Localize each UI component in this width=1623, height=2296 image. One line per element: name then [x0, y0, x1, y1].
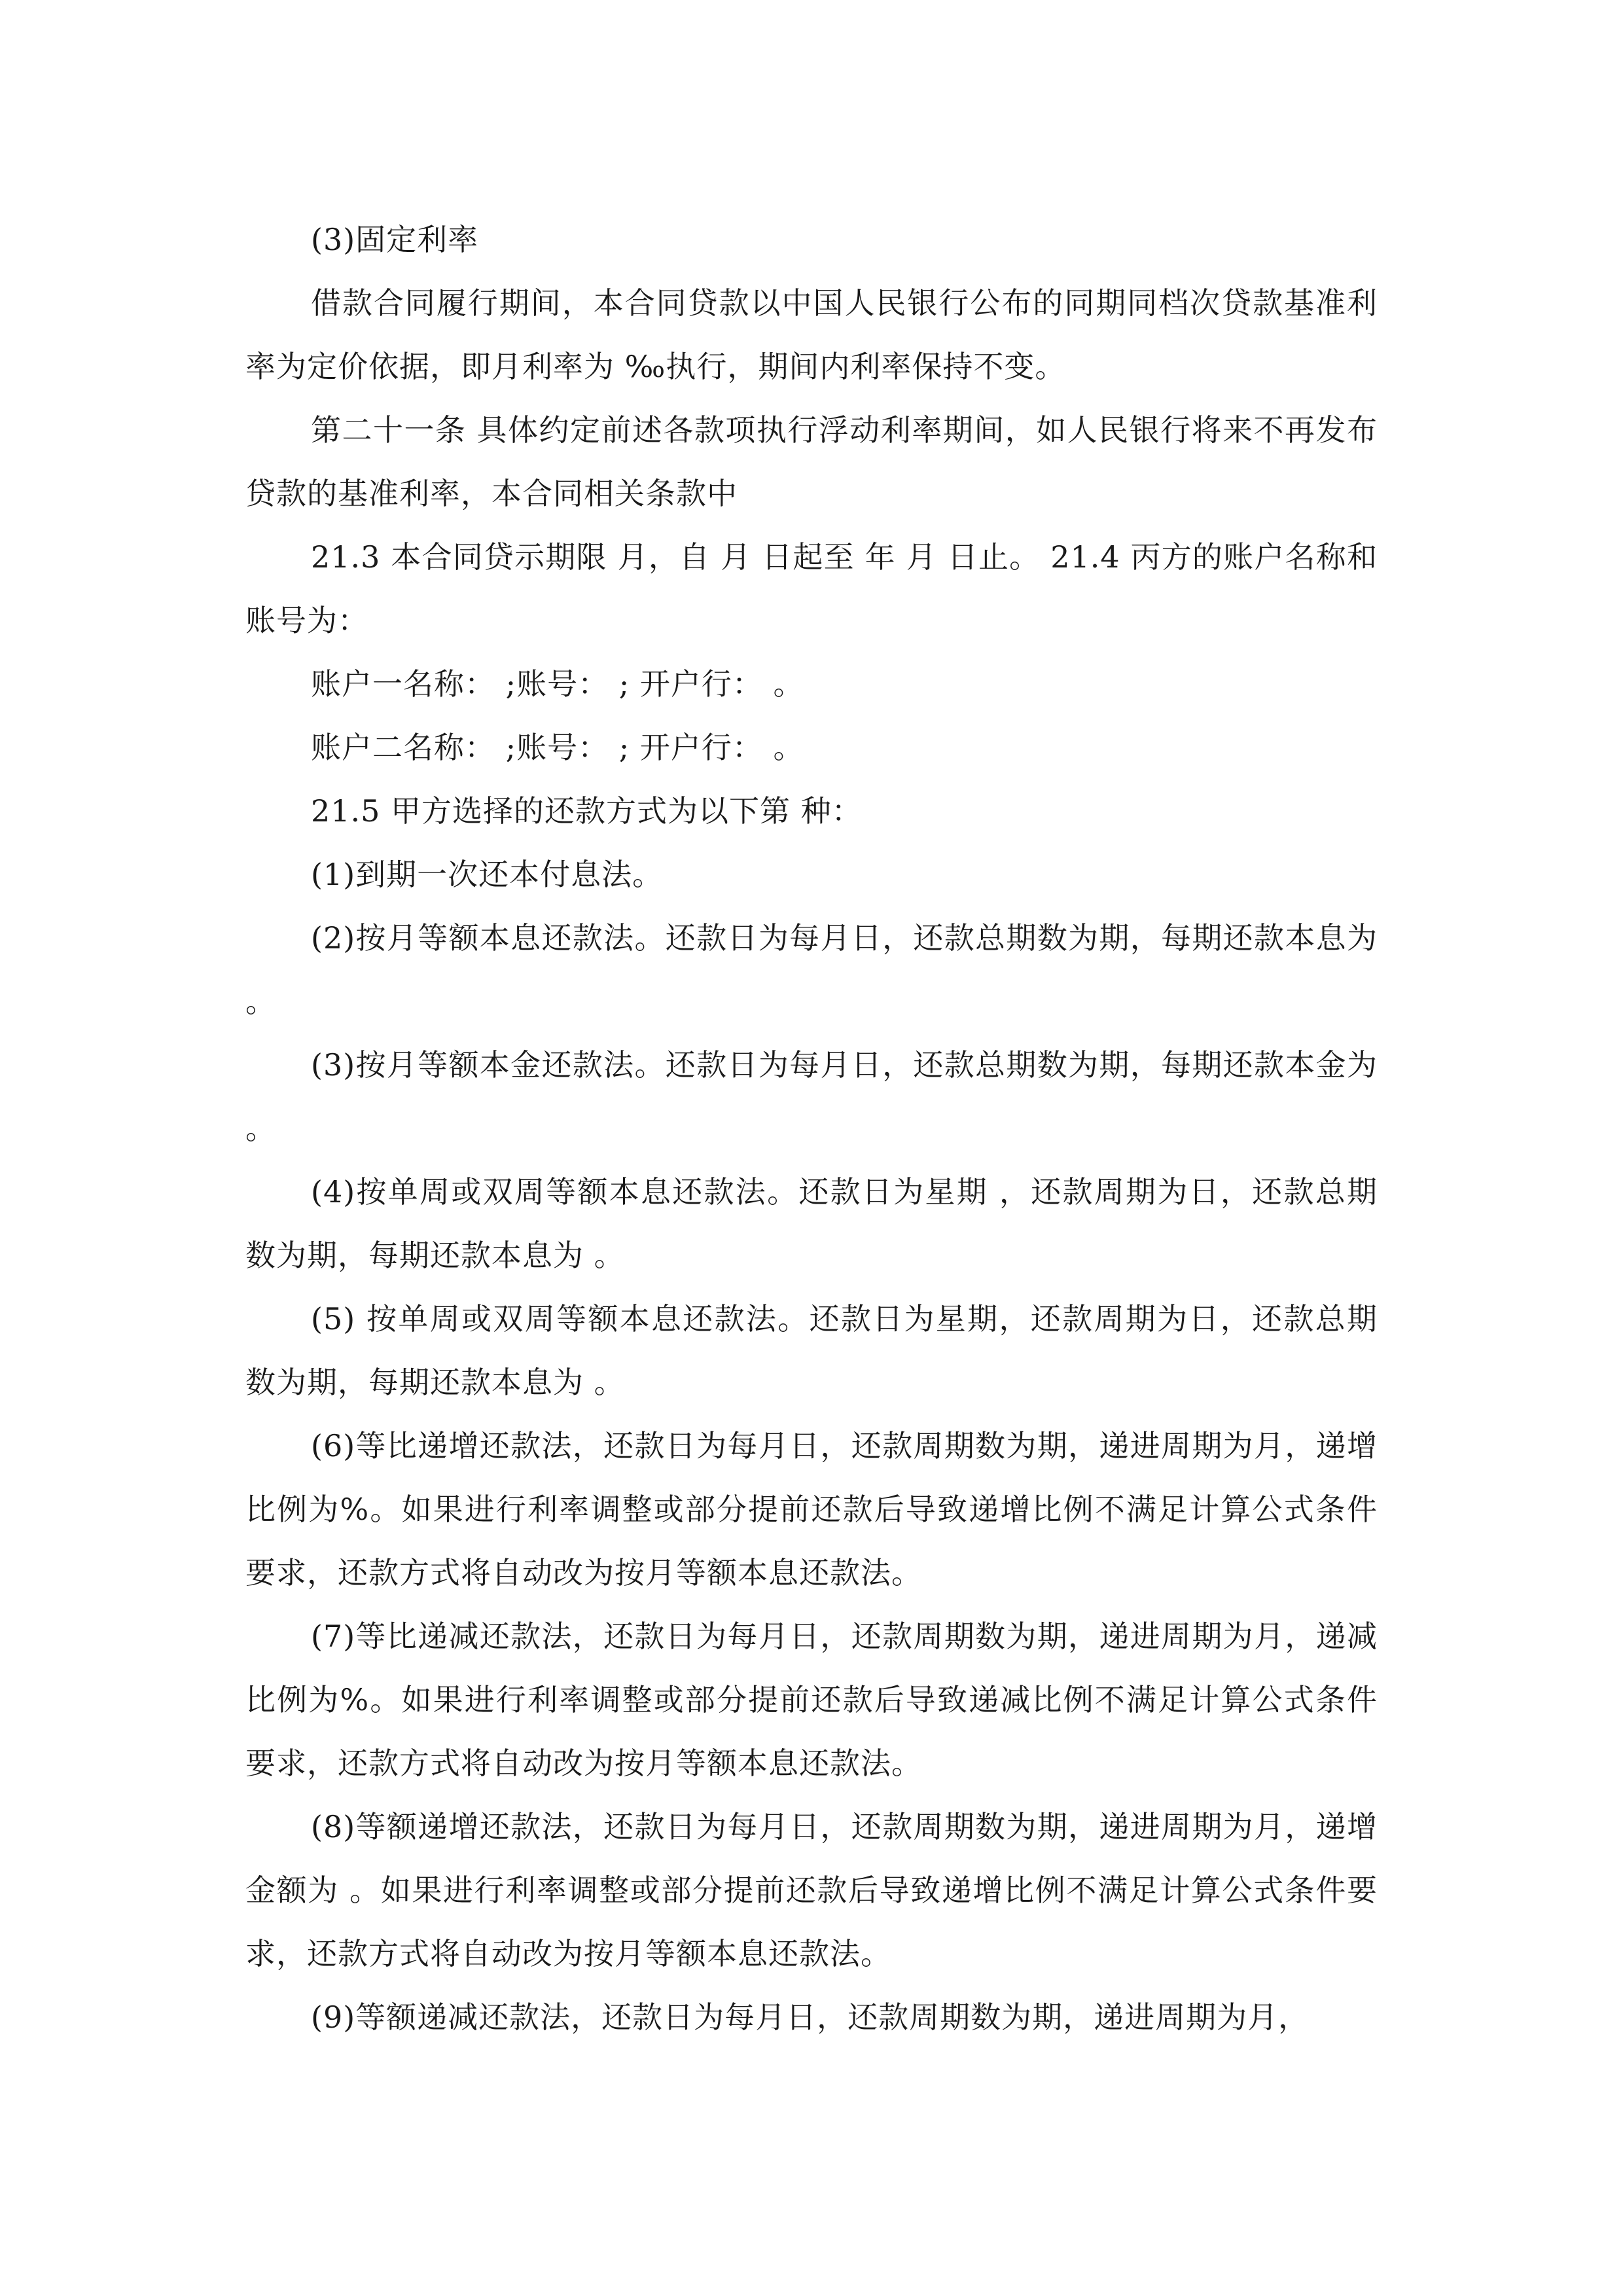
paragraph-fixed-rate-heading: (3)固定利率: [311, 222, 479, 257]
paragraph-repayment-option-1: (1)到期一次还本付息法。: [311, 857, 664, 892]
paragraph-fixed-rate-terms: 借款合同履行期间，本合同贷款以中国人民银行公布的同期同档次贷款基准利率为定价依据，即月利率为 ‰执行，期间内利率保持不变。: [245, 285, 1378, 384]
paragraph-repayment-option-2: (2)按月等额本息还款法。还款日为每月日，还款总期数为期，每期还款本息为 。: [245, 920, 1378, 1019]
paragraph-repayment-option-9: (9)等额递减还款法，还款日为每月日，还款周期数为期，递进周期为月，: [311, 2000, 1310, 2035]
paragraph-21-3-loan-term: 21.3 本合同贷示期限 月，自 月 日起至 年 月 日止。 21.4 丙方的账户名称和账号为：: [245, 539, 1378, 638]
paragraph-repayment-option-5: (5) 按单周或双周等额本息还款法。还款日为星期，还款周期为日，还款总期数为期，每期还款本息为 。: [245, 1301, 1378, 1400]
paragraph-repayment-option-6: (6)等比递增还款法，还款日为每月日，还款周期数为期，递进周期为月，递增比例为%。如果进行利率调整或部分提前还款后导致递增比例不满足计算公式条件要求，还款方式将自动改为按月等额本息还款法。: [245, 1428, 1378, 1590]
document-body: [245, 208, 1378, 2049]
paragraph-repayment-option-7: (7)等比递减还款法，还款日为每月日，还款周期数为期，递进周期为月，递减比例为%。如果进行利率调整或部分提前还款后导致递减比例不满足计算公式条件要求，还款方式将自动改为按月等额本息还款法。: [245, 1619, 1378, 1781]
paragraph-account-two: 账户二名称： ;账号： ; 开户行： 。: [311, 730, 804, 765]
paragraph-repayment-option-4: (4)按单周或双周等额本息还款法。还款日为星期 ，还款周期为日，还款总期数为期，每期还款本息为 。: [245, 1174, 1378, 1273]
paragraph-article-21: 第二十一条 具体约定前述各款项执行浮动利率期间，如人民银行将来不再发布贷款的基准利率，本合同相关条款中: [245, 412, 1378, 511]
paragraph-repayment-option-3: (3)按月等额本金还款法。还款日为每月日，还款总期数为期，每期还款本金为 。: [245, 1047, 1378, 1146]
paragraph-repayment-option-8: (8)等额递增还款法，还款日为每月日，还款周期数为期，递进周期为月，递增金额为 。如果进行利率调整或部分提前还款后导致递增比例不满足计算公式条件要求，还款方式将自动改为按月等额本息还款法。: [245, 1809, 1378, 1971]
paragraph-21-5-repayment-choice: 21.5 甲方选择的还款方式为以下第 种：: [311, 793, 863, 829]
paragraph-account-one: 账户一名称： ;账号： ; 开户行： 。: [311, 666, 804, 702]
